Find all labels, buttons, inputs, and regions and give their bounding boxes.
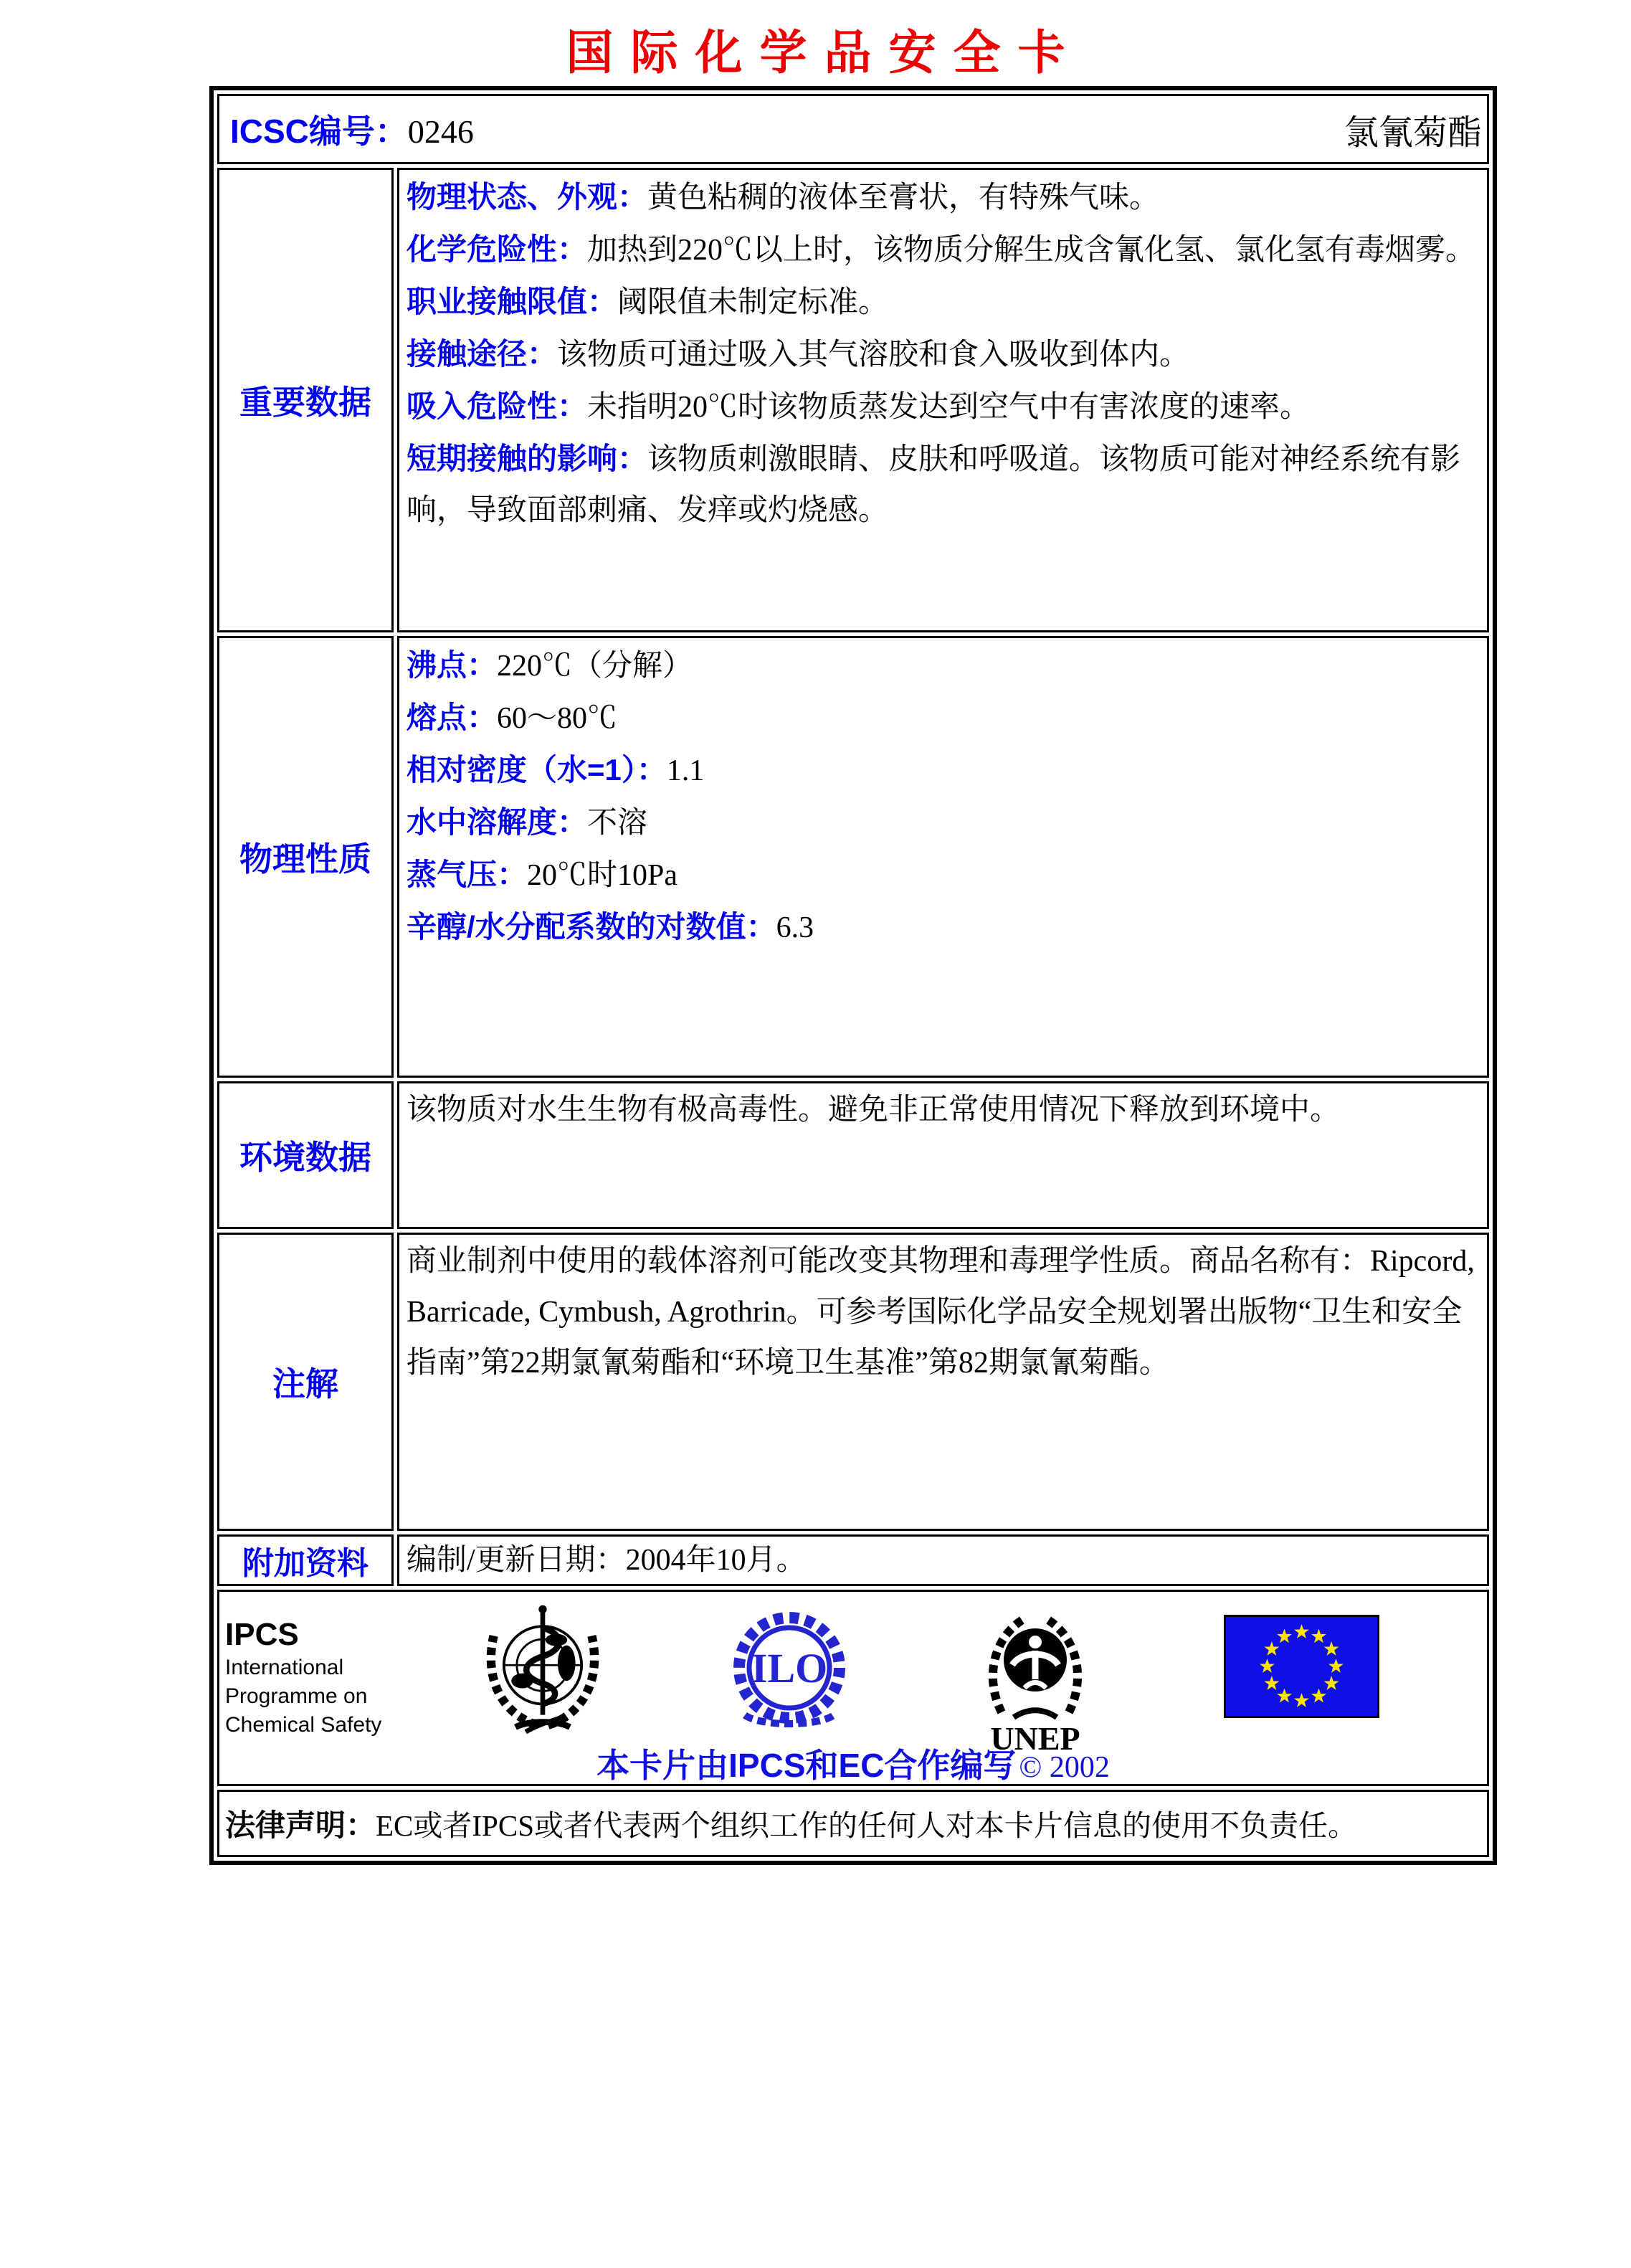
- field-value: 60～80℃: [497, 702, 618, 735]
- ipcs-title: IPCS: [225, 1617, 299, 1652]
- field-value: 黄色粘稠的液体至膏状，有特殊气味。: [647, 181, 1160, 214]
- unep-logo-text: UNEP: [990, 1720, 1080, 1757]
- section-content-notes: [397, 1233, 1489, 1531]
- who-logo-icon: [475, 1600, 611, 1737]
- page-title: 国际化学品安全卡: [566, 26, 1083, 79]
- chemical-name: 氯氰菊酯: [1344, 113, 1482, 152]
- credit-line: [219, 1740, 1487, 1787]
- field-value: 220℃（分解）: [497, 650, 693, 683]
- field-label: 熔点：: [406, 701, 498, 734]
- field-row: [406, 640, 1480, 692]
- credit-copyright: © 2002: [1019, 1751, 1110, 1784]
- field-row: [406, 433, 1480, 536]
- field-value: 阈限值未制定标准。: [617, 286, 889, 319]
- field-value: 不溶: [587, 807, 648, 840]
- field-label: 辛醇/水分配系数的对数值：: [406, 910, 776, 944]
- section-label-physical-properties: 物理性质: [217, 636, 394, 1078]
- field-value: 该物质刺激眼睛、皮肤和呼吸道。该物质可能对神经系统有影响，导致面部刺痛、发痒或灼烧感。: [406, 443, 1461, 527]
- icsc-number-group: [230, 105, 474, 153]
- field-label: 短期接触的影响：: [406, 442, 648, 475]
- field-row: [406, 692, 1480, 744]
- field-value: 商业制剂中使用的载体溶剂可能改变其物理和毒理学性质。商品名称有：Ripcord, Barricade, Cymbush, Agrothrin。可参考国际化学品安全规划署出版物“卫生和安全指南”第22期氯氰菊酯和“环境卫生基准”第82期氯氰菊酯。: [406, 1245, 1475, 1380]
- section-content-physical-properties: [397, 636, 1489, 1078]
- ilo-logo-icon: [725, 1608, 854, 1733]
- field-label: 水中溶解度：: [406, 805, 588, 839]
- field-value: 6.3: [776, 911, 814, 944]
- field-label: 蒸气压：: [406, 858, 528, 891]
- ipcs-subtitle-line2: Programme on: [225, 1684, 368, 1708]
- section-content-important-data: [397, 168, 1489, 632]
- legal-notice-row: [217, 1790, 1489, 1857]
- field-value: 未指明20℃时该物质蒸发达到空气中有害浓度的速率。: [587, 391, 1311, 424]
- section-content-additional-information: 编制/更新日期：2004年10月。: [397, 1534, 1489, 1586]
- ipcs-subtitle-line1: International: [225, 1656, 344, 1679]
- field-label: 化学危险性：: [406, 232, 588, 266]
- field-label: 相对密度（水=1）：: [406, 753, 667, 787]
- field-row: [406, 224, 1480, 276]
- section-label-notes: 注解: [217, 1233, 394, 1531]
- field-row: [406, 171, 1480, 224]
- icsc-number-value: 0246: [407, 113, 474, 150]
- field-value: 20℃时10Pa: [527, 859, 678, 892]
- field-row: [406, 328, 1480, 381]
- field-label: 物理状态、外观：: [406, 180, 648, 214]
- section-content-environmental-data: [397, 1081, 1489, 1229]
- icsc-card-table: [209, 86, 1497, 1865]
- icsc-number-label: ICSC编号：: [230, 113, 408, 150]
- unep-logo-icon: [974, 1599, 1096, 1758]
- field-value: 加热到220℃以上时，该物质分解生成含氰化氢、氯化氢有毒烟雾。: [587, 234, 1476, 267]
- field-row: [406, 276, 1480, 328]
- section-label-environmental-data: 环境数据: [217, 1081, 394, 1229]
- field-value: 该物质可通过吸入其气溶胶和食入吸收到体内。: [557, 338, 1190, 371]
- field-value: 1.1: [666, 754, 705, 787]
- field-row: [406, 849, 1480, 901]
- field-label: 沸点：: [406, 648, 498, 682]
- field-row: [406, 797, 1480, 849]
- ipcs-subtitle-line3: Chemical Safety: [225, 1713, 382, 1737]
- section-label-important-data: 重要数据: [217, 168, 394, 632]
- field-value: 该物质对水生生物有极高毒性。避免非正常使用情况下释放到环境中。: [406, 1093, 1341, 1126]
- ilo-logo-text: ILO: [751, 1645, 828, 1691]
- field-row: [406, 901, 1480, 954]
- legal-notice-text: EC或者IPCS或者代表两个组织工作的任何人对本卡片信息的使用不负责任。: [376, 1809, 1358, 1842]
- field-row: [406, 381, 1480, 433]
- field-label: 吸入危险性：: [406, 389, 588, 423]
- ipcs-text-block: [225, 1616, 381, 1740]
- eu-flag-icon: [1224, 1615, 1379, 1718]
- logos-row: [217, 1590, 1489, 1786]
- field-label: 职业接触限值：: [406, 285, 618, 318]
- card-header-row: [217, 94, 1489, 164]
- credit-text: 本卡片由IPCS和EC合作编写: [596, 1747, 1017, 1784]
- section-label-additional-information: 附加资料: [217, 1534, 394, 1586]
- field-row: [406, 744, 1480, 797]
- field-label: 接触途径：: [406, 337, 558, 371]
- legal-notice-label: 法律声明：: [225, 1808, 376, 1842]
